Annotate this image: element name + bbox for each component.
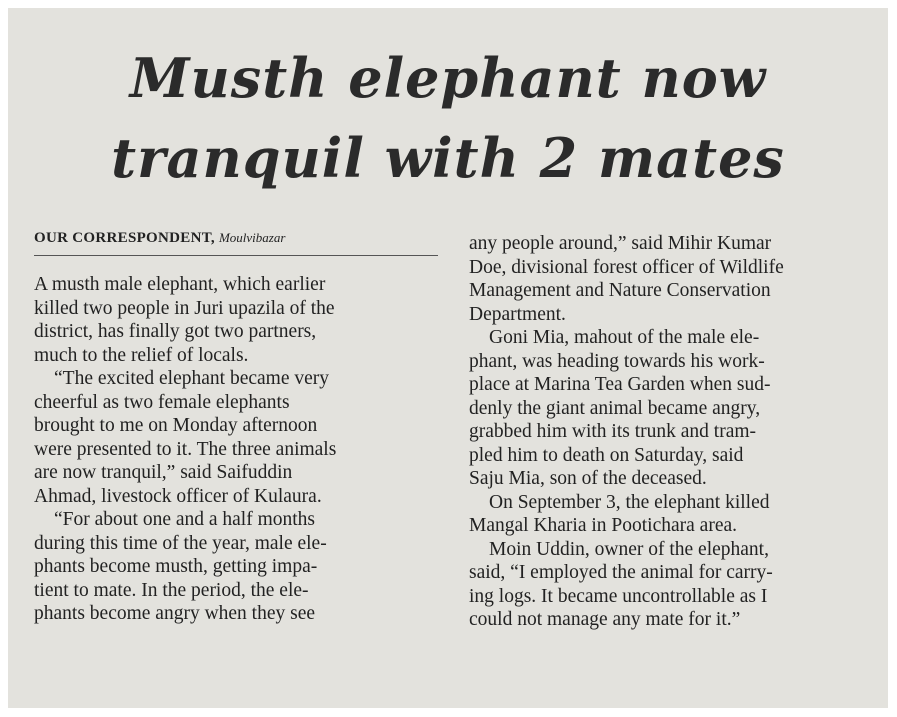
news-clipping [8,8,888,708]
text-line: Doe, divisional forest officer of Wildlife [469,256,784,278]
text-line: any people around,” said Mihir Kumar [469,233,772,254]
text-line: place at Marina Tea Garden when sud- [469,374,771,395]
text-line: pled him to death on Saturday, said [469,444,744,466]
text-line: said, “I employed the animal for carry- [469,562,773,583]
text-line: killed two people in Juri upazila of the [34,297,335,319]
text-line: Mangal Kharia in Pootichara area. [469,515,738,536]
text-line: during this time of the year, male ele- [34,532,327,554]
text-line: Management and Nature Conservation [469,280,771,301]
text-line: much to the relief of locals. [34,344,249,366]
headline [8,38,888,198]
text-line: phants become angry when they see [34,603,316,624]
text-line: tient to mate. In the period, the ele- [34,579,309,601]
text-line: Saju Mia, son of the deceased. [469,468,707,489]
text-line: A musth male elephant, which earlier [34,274,326,295]
byline [34,229,438,256]
text-line: district, has finally got two partners, [34,321,317,342]
headline-line-2: tranquil with 2 mates [111,126,785,190]
text-line: ing logs. It became uncontrollable as I [469,585,768,607]
byline-place: Moulvibazar [218,230,286,245]
text-line: were presented to it. The three animals [34,438,337,460]
text-line: Moin Uddin, owner of the elephant, [489,538,769,560]
text-line: denly the giant animal became angry, [469,397,761,419]
text-line: Department. [469,303,566,325]
text-line: brought to me on Monday afternoon [34,415,318,436]
text-line: Goni Mia, mahout of the male ele- [489,327,760,348]
text-line: “The excited elephant became very [54,368,330,389]
text-line: Ahmad, livestock officer of Kulaura. [34,485,322,507]
text-line: On September 3, the elephant killed [489,491,770,513]
text-line: phants become musth, getting impa- [34,556,318,577]
byline-author: OUR CORRESPONDENT, [34,230,215,246]
article-column-1 [34,273,454,626]
article-column-2 [469,232,889,632]
headline-line-1: Musth elephant now [129,46,767,110]
text-line: are now tranquil,” said Saifuddin [34,462,293,483]
text-line: grabbed him with its trunk and tram- [469,421,757,442]
text-line: phant, was heading towards his work- [469,350,765,372]
text-line: “For about one and a half months [54,509,316,530]
text-line: could not manage any mate for it.” [469,609,741,630]
text-line: cheerful as two female elephants [34,391,290,413]
